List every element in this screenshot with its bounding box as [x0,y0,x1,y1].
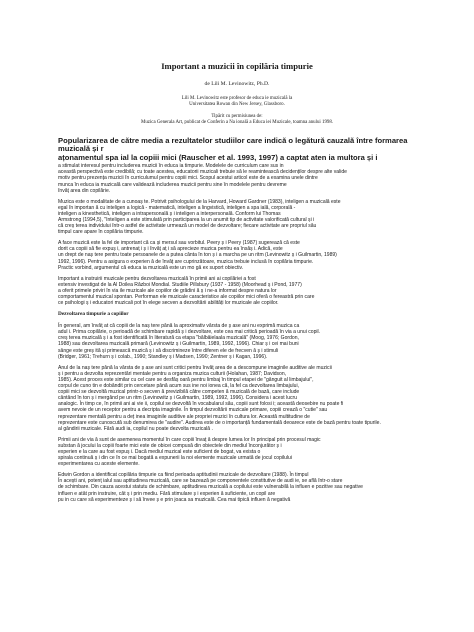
paragraph-line: a oferit primele priviri în via ile muzicale ale copiilor de grădini ă ș i ne-a informat despre natura lor [58,287,277,294]
paragraph [58,163,422,193]
paragraph-line: experimentarea cu aceste elemente. [58,461,140,468]
paragraph [58,472,422,502]
affiliation-line: Lili M. Levinowitz este profesor de educa ie muzicală la [181,96,293,101]
paragraph-line: ș i pentru a dezvolta reprezentări mentale pentru a organiza muzica culturii (Holahan, 1987; Davidson, [58,370,287,377]
paragraph-line: de schimbare. Din cauza acestui statutu de schimbare, aptitudinea muzicală a copilului este vulnerabilă la influen e pozitive sau negative [58,484,363,491]
paragraph-line: munca în educa ia muzicală care validează includerea muzicii pentru sine în modelele pentru devreme [58,181,287,188]
paragraph-line: În general, am învăț at că copiii de la naș tere până la aproximativ vârsta de ș ase ani nu exprimă muzica ca [58,323,300,330]
document-author: de Lili M. Levinowitz, Ph.D. [204,81,270,87]
paragraph-line: substan ă jocului la copiii foarte mici este de obicei compusă din obiectele din mediul înconjurător ș i [58,442,282,449]
paragraph-line: creș terea muzicală ș i a fost identificată în literatură ca etapa "bâlbâielaala muzicală" (Moog, 1976; Gordon, [58,335,299,342]
paragraph-line: analogic. În timp ce, în primii ani ai vie ii, copilul se dezvoltă în vocabularul său, copiii sunt folosi i; această deosebire nu poate fi [58,401,344,408]
paragraph-line: învăț area din copilărie. [58,187,111,194]
paragraph [58,276,422,306]
paragraph-line: al gândirii muzicale. Fără audi ia, copilul nu poate dezvolta muzicală . [58,425,213,432]
paragraph-line: În acești ani, potenț ialul sau aptitudinea muzicală, care se bazează pe componentele constitutive de audi ie, se află într-o stare [58,478,343,485]
paragraph [58,199,422,236]
paragraph-line: inteligen a kinesthetică, inteligen a intrapersonală ș i inteligen a interpersonală. Conform lui Thomas [58,210,281,217]
paragraph-line: 1992, 1996). Pentru a asigura o experien ă de învăț are cuprinzătoare, muzica trebuie inclusă în copilăria timpurie. [58,258,314,265]
lead-line: Popularizarea de către media a rezultatelor studiilor care indică o legătură cauzală între formarea muzicală și r [58,136,408,154]
author-affiliation [0,96,474,108]
lead-line: ațonamentul spa ial la copiii mici (Rauscher et al. 1993, 1997) a captat aten ia multora și i [58,152,378,162]
paragraph-line: adul i. Prima copilărie, o perioadă de schimbare rapidă ș i dezvoltare, este cea mai critică perioadă în via a unui copil. [58,329,321,336]
paragraph-line: experien e la care au fost expuș i. Dacă mediul muzical este suficient de bogat, va exista o [58,448,261,455]
paragraph-line: egal în importan ă cu inteligen a logică - matematică, inteligen a lingvistică, inteligen a spa ială, corporală - [58,204,296,211]
paragraph-line: extensiv investigat de la Al Doilea Război Mondial. Studiile Pillsbury (1937 - 1958) (Moorhead ș i Pond, 1977) [58,281,302,288]
section-paragraphs [58,323,422,503]
intro-paragraphs [58,163,422,306]
paragraph [58,323,422,360]
paragraph-line: A face muzică este la fel de important că ca și mersul sau vorbitul. Peery ș i Peery (1987) sugerează că este [58,240,300,247]
paragraph-line: Edwin Gordon a identificat copilăria timpurie ca fiind perioada aptitudinii muzicale de dezvoltare (1988). În timpul [58,472,309,479]
document-title: Important a muzicii în copilăria timpurie [161,61,313,71]
paragraph-line: cântând în ton ș i mergând pe un ritm (Levinowitz ș i Guilmartin, 1989, 1992, 1996). Considera i acest lucru [58,395,298,402]
paragraph-line: Important a instruirii muzicale pentru dezvoltarea muzicală în primii ani ai copilăriei a fost [58,275,256,282]
section-heading: Dezvoltarea timpurie a copiilor [58,311,129,318]
paragraph-line: spirala continuă ș i din ce în ce mai bogată a expunerii la noi elemente muzicale urmată de jocul copilului [58,455,292,462]
paragraph [58,365,422,432]
paragraph [58,437,422,467]
paragraph-line: Practic vorbind, argumentul că educa ia muzicală este un mo gâ ex suport obiectiv. [58,264,244,271]
paragraph-line: a stimulat interesul pentru includerea muzicii în educa ia timpurie. Modelele de curriculum care sus in [58,163,284,170]
paragraph-line: pu in cu care să experimenteze ș i să învee ș e prin joaca sa muzicală. Cea mai tipică influen ă negativă [58,496,291,503]
paragraph-line: că creș terea individului într-o astfel de activitate urmează un model de dezvoltare; fiecare activitate are propriul său [58,223,317,230]
paragraph-line: timpul care apare în copilăria timpurie. [58,229,144,236]
paragraph-line: comportamentul muzical spontan. Performan ele muzicale caracteristice ale copiilor mici oferă o fereastră prin care [58,294,315,300]
paragraph-line: 1985). Acest proces este similar cu cel care se desfăș oară pentru limbaj în timpul etapei de "gânguit al limbajului", [58,376,314,383]
paragraph-line: motiv pentru prezența muzicii în curriculumul pentru copiii mici. Scopul acestui articol este de a examina unele dintre [58,175,318,182]
affiliation-line: Universitatea Rowan din New Jersey, Glassboro. [189,102,285,108]
document-body [58,137,422,508]
paragraph-line: copiii mici se dezvoltă muzical printr-o secven ă previzibilă către competen ă muzicală de bază, care include [58,389,300,396]
paragraph-line: Primii ani de via ă sunt de asemenea momentul în care copiii învaț ă despre lumea lor în principal prin procesul magic [58,436,321,443]
permission-line: Tipărit cu permisiunea de: [211,114,263,119]
lead-heading [58,137,422,162]
paragraph-line: Anul de la naș tere până la vârsta de ș ase ani sunt critici pentru învăț area de a descompune imaginile auditive ale muzicii [58,364,332,371]
paragraph-line: (Bridger, 1961; Trehurn ș i colab., 1990; Standley ș i Madsen, 1990; Zentner ș i Kagan, 1996). [58,353,268,360]
paragraph-line: influen e atât prin instruire, cât ș i prin mediu. Fără stimulare ș i experien ă suficiente, un copil are [58,490,276,497]
paragraph-line: reprezentare mentală pentru a deț inea imaginile auditive ale propriei muzici în cultura lor. Această multitudine de [58,413,310,420]
paragraph-line: ce psihologi ș i educatori muzicali pot în elege secven a dezvoltării abilități lor muzicale ale copiilor. [58,300,279,307]
paragraph-line: reprezentare este cunoscută sub denumirea de "audire". Audirea este de o importanță fundamentală deoarece este de bază pentru toate tipurile. [58,419,381,426]
paragraph-line: 1988) sau dezvoltarea muzicală primară (Levinowitz ș i Guilmartin, 1989, 1992, 1996). Chiar ș i cei mai buni [58,341,299,348]
paragraph-line: avem nevoie de un receptor pentru a decripta imaginile. În timpul dezvoltării muzicale primare, copiii crează o "cutie" sau [58,407,328,414]
permission-line: Muzica Generala Art, publicat de Conferin a Na ională a Educa iei Muzicale, toamna anului 1998. [140,120,334,126]
paragraph-line: această perspectivă este credibilă; cu toate acestea, educatorii muzicali trebuie să le reamintească decidenților despre alte valide [58,169,347,176]
paragraph-line: dorit ca copiii să fie expuș i, antrenaț i ș i învăț aț i să aprecieze muzica pentru ea însăș i. Adică, este [58,246,283,253]
paragraph [58,240,422,270]
paragraph-line: corpul de cuno tin e dobândit prin cercetare până acum sus ine noi ionea că, la fel ca dezvoltarea limbajului, [58,383,299,390]
paragraph-line: sânge este greș ită și primească muzică ș i să discrimineze între diferen ele de frecven ă ș i stimuli [58,347,279,354]
paragraph-line: Muzica este o modalitate de a cunoaș te. Potrivit psihologului de la Harvard, Howard Gardner (1983), inteligen a muzicală este [58,198,341,205]
paragraph-line: Armstrong (1994,5), "Inteligen a este stimulată prin participarea la un anumit tip de activitate valorificată cultural și i [58,216,315,223]
reprint-permission [0,114,474,126]
paragraph-line: un drept de naș tere pentru toate persoanele de a putea cânta în ton ș i a marcha pe un ritm (Levinowitz ș i Guilmartin, 1989) [58,252,337,259]
